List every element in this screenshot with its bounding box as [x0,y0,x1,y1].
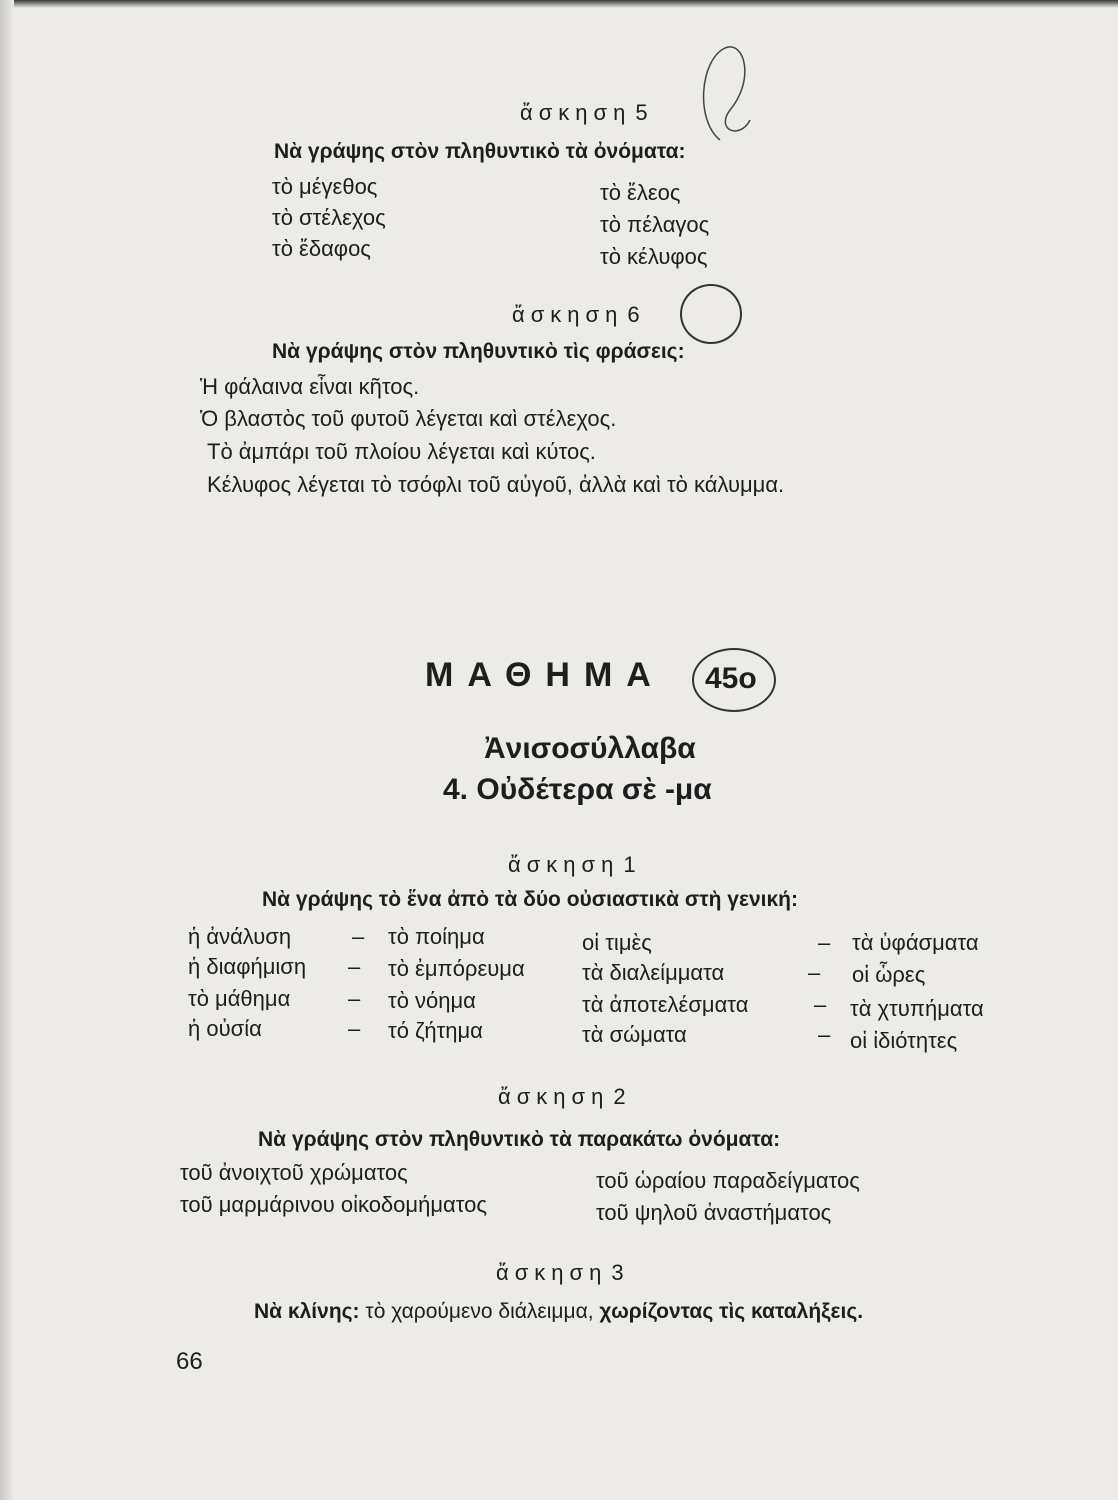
page-number: 66 [176,1348,203,1375]
ex2-left-word-1: τοῦ ἀνοιχτοῦ χρώματος [180,1160,408,1185]
exercise-number: 5 [635,100,648,125]
scan-top-shadow [0,0,1118,8]
exercise-number: 2 [613,1084,626,1109]
ex5-left-word-2: τὸ στέλεχος [272,205,386,230]
ex5-right-word-2: τὸ πέλαγος [600,212,710,237]
lesson-label: ΜΑΘΗΜΑ [425,656,665,694]
instruction-plain: τὸ χαρούμενο διάλειμμα, [359,1300,600,1323]
exercise-word: ἄσκηση [520,100,632,125]
exercise-2-title [498,1084,626,1110]
ex1-col-b: τὸ νόημα [388,988,476,1013]
lesson-subheading: 4. Οὐδέτερα σὲ -μα [443,773,712,806]
ex1-separator: – [808,960,821,985]
ex1-col-c: τὰ διαλείμματα [582,960,725,985]
ex1-separator: – [352,924,365,949]
exercise-2-instruction: Νὰ γράψης στὸν πληθυντικὸ τὰ παρακάτω ὀνόματα: [258,1128,781,1151]
ex6-sentence-4: Κέλυφος λέγεται τὸ τσόφλι τοῦ αὐγοῦ, ἀλλὰ καὶ τὸ κάλυμμα. [207,472,785,497]
scan-left-shadow [0,0,14,1500]
exercise-6-title [512,302,640,328]
instruction-bold-start: Νὰ κλίνης: [254,1300,360,1323]
ex2-right-word-1: τοῦ ὡραίου παραδείγματος [596,1168,860,1193]
ex1-separator: – [348,1016,361,1041]
ex6-sentence-3: Τὸ ἀμπάρι τοῦ πλοίου λέγεται καὶ κύτος. [207,439,596,464]
ex1-separator: – [818,1022,831,1047]
ex1-col-a: τὸ μάθημα [188,986,291,1011]
ex1-col-b: τὸ ἐμπόρευμα [388,956,525,981]
exercise-5-title [520,100,648,126]
ex2-left-word-2: τοῦ μαρμάρινου οἰκοδομήματος [180,1192,487,1217]
ex1-separator: – [348,986,361,1011]
ex2-right-word-2: τοῦ ψηλοῦ ἀναστήματος [596,1200,832,1225]
exercise-3-instruction [254,1300,863,1324]
ex6-sentence-1: Ἡ φάλαινα εἶναι κῆτος. [200,374,420,399]
ex1-col-c: τὰ σώματα [582,1022,687,1047]
exercise-word: ἄσκηση [496,1260,608,1285]
exercise-word: ἄσκηση [512,302,624,327]
ex1-separator: – [814,992,827,1017]
exercise-number: 3 [611,1260,624,1285]
ex1-col-c: τὰ ἀποτελέσματα [582,992,749,1017]
exercise-number: 6 [627,302,640,327]
exercise-1-instruction: Νὰ γράψης τὸ ἕνα ἀπὸ τὰ δύο οὐσιαστικὰ στὴ γενική: [262,888,798,911]
exercise-3-title [496,1260,624,1286]
exercise-6-instruction: Νὰ γράψης στὸν πληθυντικὸ τὶς φράσεις: [272,340,685,363]
lesson-heading: Ἀνισοσύλλαβα [484,732,696,765]
ex5-left-word-1: τὸ μέγεθος [272,174,378,199]
pencil-loop-mark [690,40,760,150]
ex1-separator: – [348,954,361,979]
ex1-col-d: οἱ ἰδιότητες [850,1028,958,1053]
ex1-col-d: τὰ ὑφάσματα [852,930,979,955]
ex1-separator: – [818,930,831,955]
exercise-1-title [508,852,636,878]
pencil-circle-mark [680,284,742,344]
ex1-col-d: οἱ ὧρες [852,962,926,987]
pencil-circle-mark [692,648,776,712]
exercise-word: ἄσκηση [498,1084,610,1109]
exercise-word: ἄσκηση [508,852,620,877]
ex5-right-word-3: τὸ κέλυφος [600,244,708,269]
ex1-col-b: τό ζήτημα [388,1018,483,1043]
ex1-col-a: ἡ διαφήμιση [188,954,307,979]
lesson-number: 45ο [705,662,757,695]
ex1-col-a: ἡ οὐσία [188,1016,262,1041]
ex1-col-a: ἡ ἀνάλυση [188,924,292,949]
ex5-right-word-1: τὸ ἔλεος [600,180,681,205]
ex1-col-d: τὰ χτυπήματα [850,996,984,1021]
exercise-number: 1 [623,852,636,877]
ex6-sentence-2: Ὁ βλαστὸς τοῦ φυτοῦ λέγεται καὶ στέλεχος. [200,406,617,431]
ex1-col-b: τὸ ποίημα [388,924,485,949]
ex5-left-word-3: τὸ ἔδαφος [272,236,371,261]
instruction-bold-end: χωρίζοντας τὶς καταλήξεις. [599,1300,864,1323]
ex1-col-c: οἱ τιμὲς [582,930,652,955]
exercise-5-instruction: Νὰ γράψης στὸν πληθυντικὸ τὰ ὀνόματα: [274,140,686,163]
